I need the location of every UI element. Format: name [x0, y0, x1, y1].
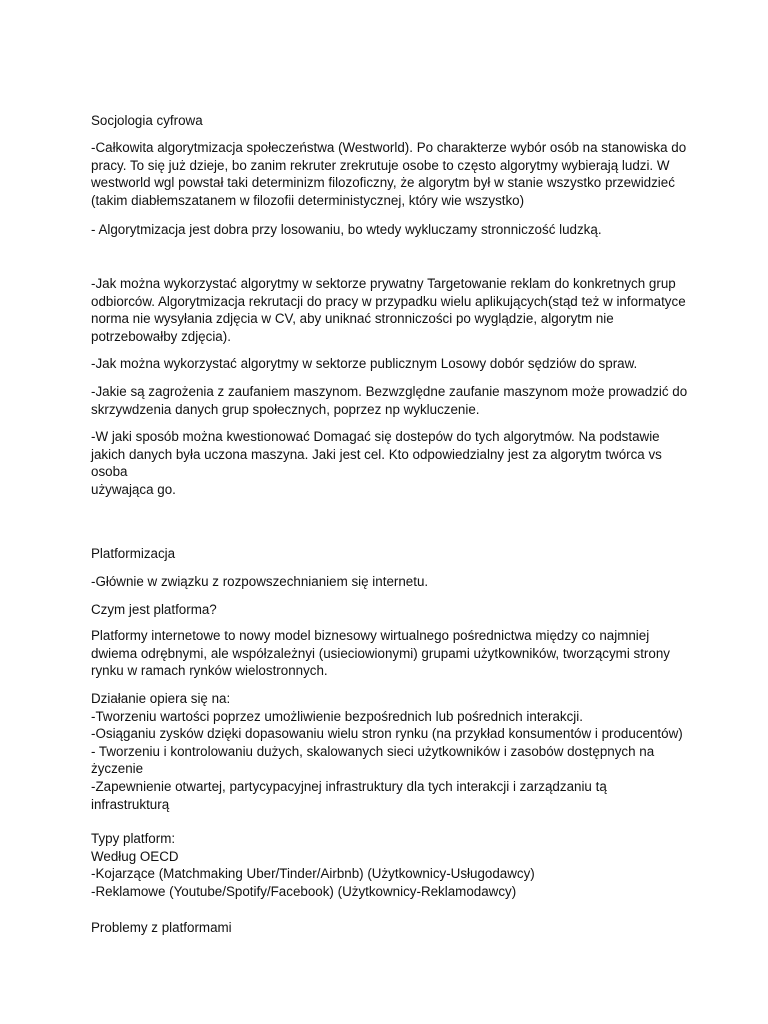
paragraph-dzialanie: Działanie opiera się na: -Tworzeniu wartości poprzez umożliwienie bezpośrednich lub pośrednich interakcji. -Osiąganiu zysków dzięki dopasowaniu wielu stron rynku (na przykład konsumentów i producentów) - Tworzeniu i kontrolowaniu dużych, skalowanych sieci użytkowników i zasobów dostępnych na życzenie -Zapewnienie otwartej, partycypacyjnej infrastruktury dla tych interakcji i zarządzaniu tą infrastrukturą [91, 691, 683, 812]
paragraph-problemy: Problemy z platformami [91, 920, 232, 935]
paragraph-typy-platform: Typy platform: Według OECD -Kojarzące (Matchmaking Uber/Tinder/Airbnb) (Użytkownicy-Usługodawcy) -Reklamowe (Youtube/Spotify/Facebook) (Użytkownicy-Reklamodawcy) [91, 831, 535, 899]
paragraph-kwestionowanie: -W jaki sposób można kwestionować Domagać się dostepów do tych algorytmów. Na podstawie jakich danych była uczona maszyna. Jaki jest cel. Kto odpowiedzialny jest za algorytm twórca vs osoba używająca go. [91, 429, 662, 497]
section-title-socjologia: Socjologia cyfrowa [91, 113, 203, 128]
paragraph-czym-jest-platforma: Czym jest platforma? [91, 602, 217, 617]
paragraph-sektor-publiczny: -Jak można wykorzystać algorytmy w sektorze publicznym Losowy dobór sędziów do spraw. [91, 356, 638, 371]
paragraph-sektor-prywatny: -Jak można wykorzystać algorytmy w sektorze prywatny Targetowanie reklam do konkretnych grup odbiorców. Algorytmizacja rekrutacji do pracy w przypadku wielu aplikujących(stąd też w informatyce norma nie wysyłania zdjęcia w CV, aby uniknać stronniczości po wyglądzie, algorytm nie potrzebowałby zdjęcia). [91, 276, 686, 344]
paragraph-zagrozenia: -Jakie są zagrożenia z zaufaniem maszynom. Bezwzględne zaufanie maszynom może prowadzić do skrzywdzenia danych grup społecznych, poprzez np wykluczenie. [91, 384, 688, 417]
paragraph-westworld: -Całkowita algorytmizacja społeczeństwa (Westworld). Po charakterze wybór osób na stanowiska do pracy. To się już dzieje, bo zanim rekruter zrekrutuje osobe to często algorytmy wybierają ludzi. W westworld wgl powstał taki determinizm filozoficzny, że algorytm był w stanie wszystko przewidzieć (takim diabłemszatanem w filozofii deterministycznej, który wie wszystko) [91, 140, 687, 208]
section-title-platformizacja: Platformizacja [91, 546, 176, 561]
paragraph-internet: -Głównie w związku z rozpowszechnianiem się internetu. [91, 574, 429, 589]
paragraph-definicja-platformy: Platformy internetowe to nowy model biznesowy wirtualnego pośrednictwa między co najmniej dwiema odrębnymi, ale współzależnyi (usieciowionymi) grupami użytkowników, tworzącymi strony rynku w ramach rynków wielostronnych. [91, 628, 670, 679]
paragraph-losowanie: - Algorytmizacja jest dobra przy losowaniu, bo wtedy wykluczamy stronniczość ludzką. [91, 222, 602, 237]
